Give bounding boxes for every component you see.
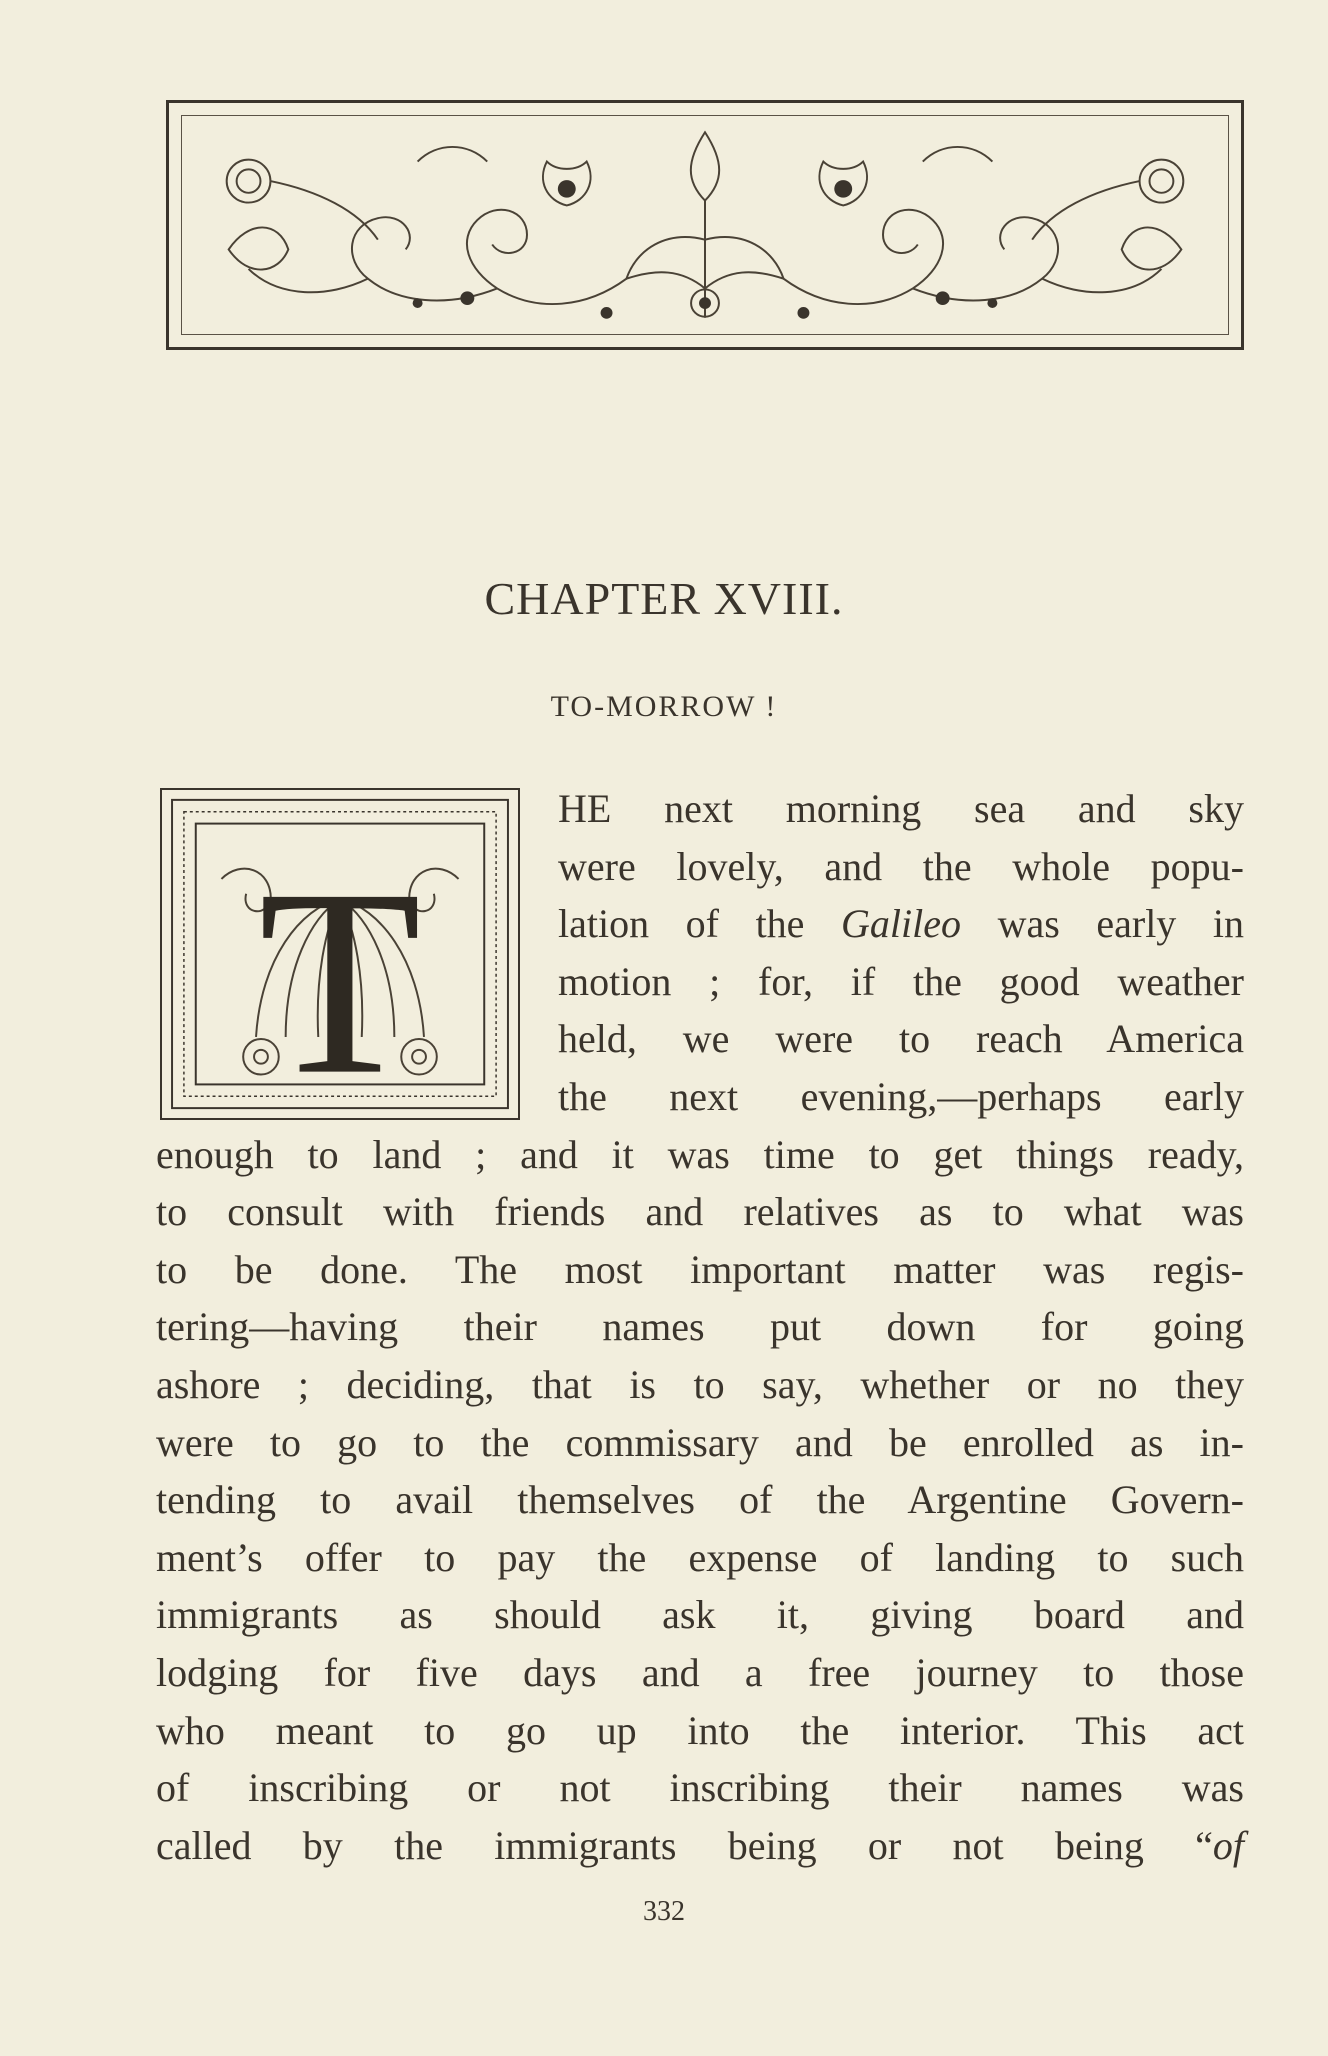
body-text xyxy=(156,780,1244,1874)
dropcap-letter: T xyxy=(258,833,422,1118)
text-line: lation of the Galileo was early in xyxy=(558,901,1244,947)
page-number: 332 xyxy=(643,1896,685,1927)
text-line: immigrants as should ask it, giving board and xyxy=(156,1592,1244,1638)
text-line: of inscribing or not inscribing their names was xyxy=(156,1765,1244,1811)
header-ornament-band xyxy=(166,100,1244,350)
text-line: tering—having their names put down for going xyxy=(156,1304,1244,1350)
text-line: who meant to go up into the interior. This act xyxy=(156,1707,1244,1753)
floral-ornament-icon xyxy=(169,103,1241,347)
italic-word: of xyxy=(1212,1822,1244,1868)
text-line: the next evening,—perhaps early xyxy=(558,1073,1244,1119)
text-line: enough to land ; and it was time to get things ready, xyxy=(156,1131,1244,1177)
text-line: ashore ; deciding, that is to say, whether or no they xyxy=(156,1361,1244,1407)
text-line: ment’s offer to pay the expense of landing to such xyxy=(156,1534,1244,1580)
text-line: lodging for five days and a free journey to those xyxy=(156,1649,1244,1695)
text-line: were to go to the commissary and be enrolled as in- xyxy=(156,1419,1244,1465)
text-line: called by the immigrants being or not being “of xyxy=(156,1822,1244,1868)
text-line: were lovely, and the whole popu- xyxy=(558,843,1244,889)
ship-name-italic: Galileo xyxy=(841,901,961,947)
chapter-subtitle: TO-MORROW ! xyxy=(550,690,778,723)
text-line: tending to avail themselves of the Argentine Govern- xyxy=(156,1477,1244,1523)
text-line: to be done. The most important matter was regis- xyxy=(156,1246,1244,1292)
text-line: motion ; for, if the good weather xyxy=(558,958,1244,1004)
text-line: HE next morning sea and sky xyxy=(558,786,1244,831)
chapter-title: CHAPTER XVIII. xyxy=(484,573,844,624)
text-line: to consult with friends and relatives as to what was xyxy=(156,1189,1244,1235)
text-line: held, we were to reach America xyxy=(558,1016,1244,1062)
